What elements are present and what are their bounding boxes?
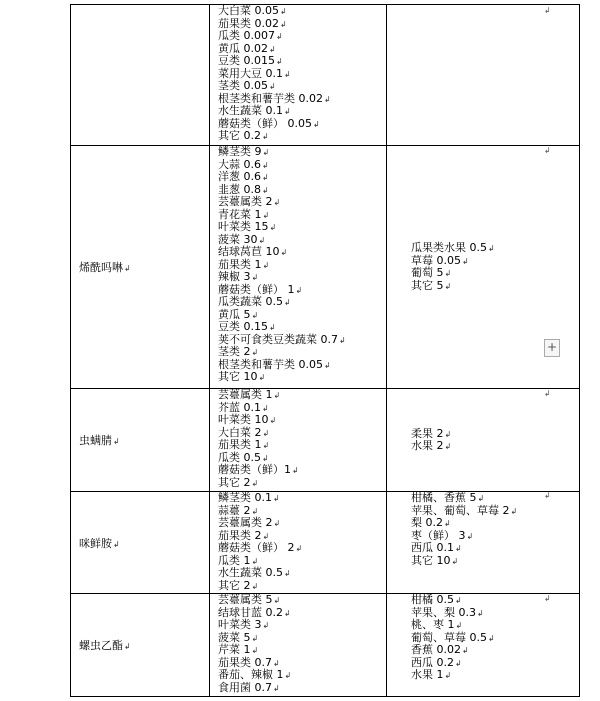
paragraph-mark: ↲	[284, 69, 291, 79]
paragraph-mark: ↲	[455, 544, 462, 553]
paragraph-mark: ↲	[324, 94, 331, 104]
paragraph-mark: ↲	[295, 544, 303, 553]
paragraph-mark: ↲	[269, 44, 276, 54]
paragraph-mark: ↲	[262, 531, 270, 541]
pesticide-name-cell[interactable]	[71, 389, 210, 492]
limit-text: 其它 2	[218, 578, 251, 592]
limit-text: 芸薹属类 5	[218, 593, 273, 606]
paragraph-mark: ↲	[462, 256, 469, 266]
paragraph-mark: ↲	[466, 531, 474, 541]
paragraph-mark: ↲	[284, 671, 292, 680]
paragraph-mark: ↲	[262, 428, 270, 438]
paragraph-mark: ↲	[444, 519, 451, 528]
limit-text: 韭葱 0.8	[218, 182, 261, 196]
limit-text: 草莓 0.05	[411, 253, 461, 267]
fruit-limits-cell[interactable]	[387, 492, 580, 594]
limit-text: 根茎类和薯芋类 0.05	[218, 357, 323, 371]
paragraph-mark: ↲	[280, 7, 287, 16]
row-end-marker: ↲	[544, 594, 551, 603]
limit-text: 葡萄、草莓 0.5	[411, 630, 487, 644]
limit-text: 蘑菇类（鲜）1	[218, 463, 291, 476]
limit-text: 柑橘、香蕉 5	[411, 491, 477, 504]
limit-text: 鳞茎类 9	[218, 145, 262, 158]
pesticide-name-cell[interactable]	[71, 492, 210, 594]
vegetable-limits-cell[interactable]	[210, 389, 387, 492]
paragraph-mark: ↲	[444, 429, 452, 439]
row-end-marker: ↲	[544, 389, 551, 398]
paragraph-mark: ↲	[269, 416, 277, 425]
pesticide-name-cell[interactable]	[71, 5, 210, 146]
limit-text: 菠菜 30	[218, 232, 258, 246]
limit-text: 其它 10	[218, 370, 258, 383]
paragraph-mark: ↲	[284, 298, 291, 307]
paragraph-mark: ↲	[124, 264, 131, 273]
paragraph-mark: ↲	[262, 403, 269, 413]
paragraph-mark: ↲	[262, 160, 269, 170]
paragraph-mark: ↲	[276, 57, 283, 66]
limit-text: 大白菜 2	[218, 425, 262, 439]
fruit-limit-line	[411, 280, 579, 293]
limit-text: 柑橘 0.5	[411, 593, 454, 606]
fruit-limits-cell[interactable]	[387, 5, 580, 146]
paragraph-mark: ↲	[262, 441, 270, 450]
paragraph-mark: ↲	[284, 107, 291, 116]
limit-text: 水生蔬菜 0.5	[218, 566, 283, 579]
paragraph-mark: ↲	[113, 437, 120, 446]
limit-text: 蒜薹 2	[218, 503, 251, 517]
limit-text: 其它 10	[411, 553, 451, 567]
pesticide-name: 虫螨腈	[79, 434, 112, 447]
vegetable-limit-line	[218, 477, 386, 490]
limit-text: 香蕉 0.02	[411, 643, 461, 656]
limit-text: 蘑菇类（鲜） 2	[218, 541, 295, 554]
paragraph-mark: ↲	[280, 19, 287, 29]
paragraph-mark: ↲	[251, 646, 259, 655]
paragraph-mark: ↲	[488, 633, 495, 643]
fruit-limits-cell[interactable]	[387, 594, 580, 697]
paragraph-mark: ↲	[251, 478, 259, 488]
paragraph-mark: ↲	[477, 494, 485, 503]
limit-text: 茄果类 2	[218, 528, 262, 542]
limit-text: 洋葱 0.6	[218, 170, 261, 183]
limit-text: 苹果、梨 0.3	[411, 605, 476, 619]
limit-text: 结球甘蓝 0.2	[218, 605, 283, 619]
paragraph-mark: ↲	[462, 646, 469, 655]
pesticide-name: 咪鲜胺	[79, 536, 112, 550]
limit-text: 瓜类 0.007	[218, 29, 275, 42]
pesticide-name: 螺虫乙酯	[79, 639, 123, 652]
limit-text: 蘑菇类（鲜） 0.05	[218, 116, 312, 130]
paragraph-mark: ↲	[273, 519, 281, 528]
limit-text: 西瓜 0.1	[411, 541, 454, 554]
limit-text: 叶菜类 10	[218, 413, 269, 426]
limit-text: 芸薹属类 1	[218, 388, 273, 401]
limit-text: 茄果类 0.7	[218, 655, 272, 669]
vegetable-limits-cell[interactable]	[210, 146, 387, 389]
paragraph-mark: ↲	[444, 281, 452, 291]
limit-text: 叶菜类 15	[218, 220, 269, 233]
limit-text: 番茄、辣椒 1	[218, 668, 284, 681]
paragraph-mark: ↲	[273, 658, 280, 668]
limit-text: 其它 2	[218, 475, 251, 489]
table-row	[71, 389, 580, 492]
paragraph-mark: ↲	[273, 198, 281, 207]
paragraph-mark: ↲	[488, 244, 495, 253]
paragraph-mark: ↲	[292, 466, 299, 475]
pesticide-name-cell[interactable]	[71, 146, 210, 389]
paragraph-mark: ↲	[510, 506, 518, 516]
paragraph-mark: ↲	[262, 185, 269, 195]
paragraph-mark: ↲	[262, 148, 270, 157]
limit-text: 芸薹属类 2	[218, 195, 273, 208]
limit-text: 茎类 2	[218, 345, 251, 358]
paragraph-mark: ↲	[251, 310, 259, 320]
table-row	[71, 594, 580, 697]
paragraph-mark: ↲	[258, 373, 266, 382]
paragraph-mark: ↲	[262, 173, 269, 182]
row-end-marker: ↲	[544, 6, 551, 15]
limit-text: 豆类 0.015	[218, 54, 275, 67]
limit-text: 黄瓜 5	[218, 307, 251, 321]
limit-text: 大蒜 0.6	[218, 157, 261, 171]
paragraph-mark: ↲	[444, 269, 452, 278]
limit-text: 叶菜类 3	[218, 618, 262, 631]
paragraph-mark: ↲	[262, 453, 269, 463]
limit-text: 菠菜 5	[218, 630, 251, 644]
row-end-marker: ↲	[544, 491, 551, 500]
paragraph-mark: ↲	[251, 506, 259, 516]
limit-text: 茄果类 1	[218, 257, 262, 271]
limit-text: 菜用大豆 0.1	[218, 66, 283, 80]
limit-text: 水果 2	[411, 439, 444, 452]
limit-text: 水生蔬菜 0.1	[218, 104, 283, 117]
limit-text: 瓜类蔬菜 0.5	[218, 295, 283, 308]
vegetable-limit-line	[218, 580, 386, 593]
vegetable-limit-line	[218, 371, 386, 384]
limit-text: 结球莴苣 10	[218, 245, 280, 258]
add-row-button[interactable]: +	[544, 339, 560, 357]
limit-text: 柔果 2	[411, 426, 444, 440]
vegetable-limits-cell[interactable]	[210, 594, 387, 697]
fruit-limits-cell[interactable]	[387, 389, 580, 492]
limit-text: 黄瓜 0.02	[218, 41, 268, 55]
table-row	[71, 5, 580, 146]
paragraph-mark: ↲	[269, 82, 276, 91]
limit-text: 瓜果类水果 0.5	[411, 241, 487, 254]
table-row	[71, 146, 580, 389]
vegetable-limits-cell[interactable]	[210, 492, 387, 594]
paragraph-mark: ↲	[295, 285, 303, 295]
paragraph-mark: ↲	[251, 348, 259, 357]
paragraph-mark: ↲	[477, 608, 484, 618]
paragraph-mark: ↲	[124, 642, 131, 651]
limit-text: 食用菌 0.7	[218, 680, 272, 694]
paragraph-mark: ↲	[262, 210, 270, 220]
paragraph-mark: ↲	[273, 494, 280, 503]
limit-text: 芹菜 1	[218, 643, 251, 656]
limit-text: 鳞茎类 0.1	[218, 491, 272, 504]
paragraph-mark: ↲	[280, 248, 288, 257]
paragraph-mark: ↲	[251, 273, 259, 282]
paragraph-mark: ↲	[113, 539, 120, 549]
limit-text: 根茎类和薯芋类 0.02	[218, 91, 323, 105]
limit-text: 桃、枣 1	[411, 618, 455, 631]
paragraph-mark: ↲	[251, 556, 259, 566]
limit-text: 西瓜 0.2	[411, 655, 454, 669]
paragraph-mark: ↲	[262, 260, 270, 270]
vegetable-limits-cell[interactable]	[210, 5, 387, 146]
paragraph-mark: ↲	[451, 556, 459, 566]
fruit-limit-line	[411, 440, 579, 453]
paragraph-mark: ↲	[313, 119, 320, 129]
limit-text: 瓜类 1	[218, 553, 251, 567]
limit-text: 青花菜 1	[218, 207, 262, 221]
limit-text: 荚不可食类豆类蔬菜 0.7	[218, 332, 338, 346]
paragraph-mark: ↲	[455, 596, 462, 605]
limit-text: 其它 0.2	[218, 129, 261, 142]
paragraph-mark: ↲	[284, 569, 291, 578]
limit-text: 苹果、葡萄、草莓 2	[411, 503, 510, 517]
limit-text: 芥蓝 0.1	[218, 400, 261, 414]
paragraph-mark: ↲	[339, 335, 346, 345]
paragraph-mark: ↲	[262, 132, 269, 141]
row-end-marker: ↲	[544, 146, 551, 155]
paragraph-mark: ↲	[444, 671, 452, 680]
limit-text: 葡萄 5	[411, 266, 444, 279]
limit-text: 其它 5	[411, 278, 444, 292]
paragraph-mark: ↲	[258, 235, 266, 245]
paragraph-mark: ↲	[262, 621, 270, 630]
limit-text: 蘑菇类（鲜） 1	[218, 282, 295, 296]
paragraph-mark: ↲	[269, 323, 276, 332]
paragraph-mark: ↲	[455, 621, 463, 630]
paragraph-mark: ↲	[444, 442, 452, 451]
limit-text: 芸薹属类 2	[218, 516, 273, 529]
limit-text: 瓜类 0.5	[218, 450, 261, 464]
limit-text: 梨 0.2	[411, 516, 443, 529]
paragraph-mark: ↲	[273, 596, 281, 605]
limit-text: 枣（鲜） 3	[411, 528, 466, 542]
paragraph-mark: ↲	[276, 32, 283, 41]
fruit-limit-line	[411, 555, 579, 568]
limit-text: 茎类 0.05	[218, 79, 268, 92]
pesticide-name: 烯酰吗啉	[79, 261, 123, 274]
limit-text: 茄果类 0.02	[218, 16, 279, 30]
pesticide-name-cell[interactable]	[71, 594, 210, 697]
vegetable-limit-line	[218, 682, 386, 695]
paragraph-mark: ↲	[269, 223, 277, 232]
paragraph-mark: ↲	[251, 581, 259, 591]
table-row	[71, 492, 580, 594]
paragraph-mark: ↲	[324, 360, 331, 370]
fruit-limit-line	[411, 669, 579, 682]
limit-text: 水果 1	[411, 668, 444, 681]
paragraph-mark: ↲	[284, 608, 291, 618]
residue-limit-table	[70, 4, 580, 697]
paragraph-mark: ↲	[273, 683, 280, 693]
paragraph-mark: ↲	[273, 391, 281, 400]
limit-text: 豆类 0.15	[218, 320, 268, 333]
limit-text: 辣椒 3	[218, 270, 251, 283]
limit-text: 大白菜 0.05	[218, 4, 279, 17]
paragraph-mark: ↲	[251, 633, 259, 643]
limit-text: 茄果类 1	[218, 438, 262, 451]
paragraph-mark: ↲	[455, 658, 462, 668]
vegetable-limit-line	[218, 130, 386, 143]
